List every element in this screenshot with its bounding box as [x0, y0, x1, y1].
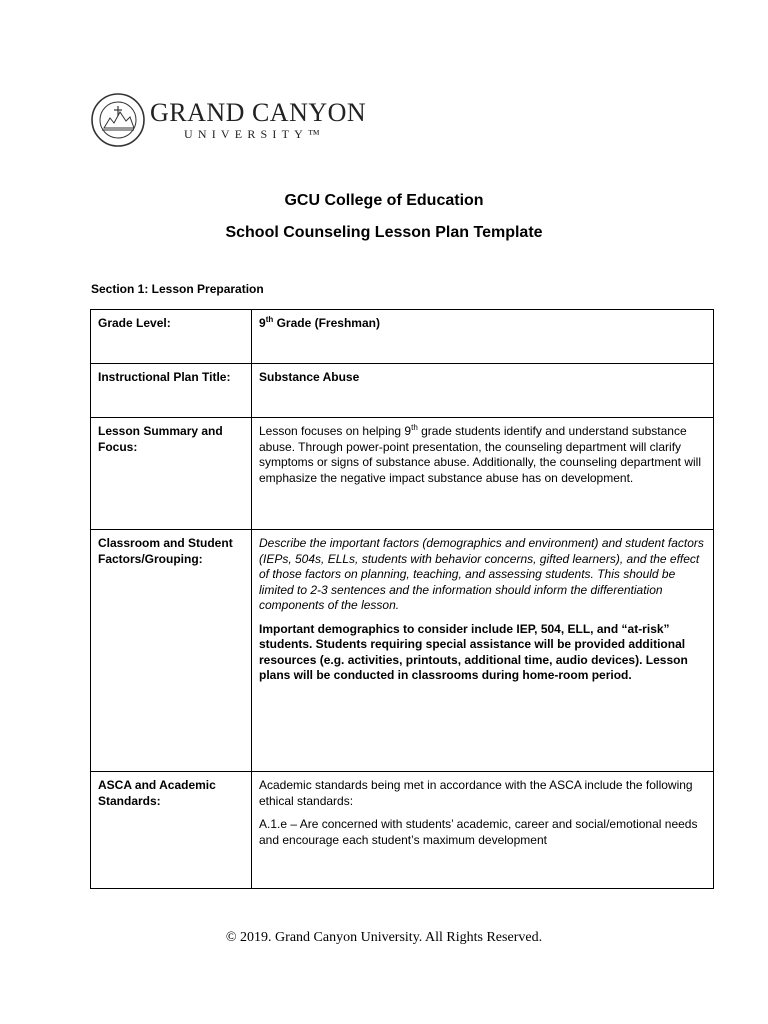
logo-subtitle: UNIVERSITY™ [184, 127, 325, 141]
document-title: GCU College of Education [284, 192, 484, 209]
plan-title-value: Substance Abuse [252, 364, 714, 418]
asca-intro: Academic standards being met in accordance with the ASCA include the following ethical standards: [259, 778, 693, 808]
classroom-instructions: Describe the important factors (demographics and environment) and student factors (IEPs, 504s, ELLs, students with behavior concerns, gifted learners), and the effect of those factors on planning, teaching, and assessing students. This should be limited to 2-3 sentences and the information should inform the differentiation components of the lesson. [259, 536, 704, 612]
classroom-factors-label: Classroom and Student Factors/Grouping: [91, 530, 252, 772]
summary-ordinal: th [411, 423, 418, 432]
grade-number: 9 [259, 316, 266, 330]
grade-text: Grade (Freshman) [273, 316, 380, 330]
copyright-footer: © 2019. Grand Canyon University. All Rights Reserved. [225, 930, 543, 945]
table-row [91, 772, 714, 889]
classroom-factors-cell [252, 530, 714, 772]
lesson-summary-value [252, 418, 714, 530]
table-row [91, 418, 714, 530]
table-row [91, 310, 714, 364]
table-row [91, 364, 714, 418]
summary-text-start: Lesson focuses on helping 9 [259, 424, 412, 438]
logo-name: GRAND CANYON [150, 98, 367, 127]
plan-title-label: Instructional Plan Title: [91, 364, 252, 418]
grade-level-value [252, 310, 714, 364]
section-heading: Section 1: Lesson Preparation [91, 282, 264, 296]
gcu-logo [90, 92, 366, 148]
document-subtitle: School Counseling Lesson Plan Template [225, 224, 543, 241]
asca-standards-cell [252, 772, 714, 889]
table-row [91, 530, 714, 772]
grade-ordinal: th [265, 315, 274, 324]
summary-text-end: grade students identify and understand substance abuse. Through power-point presentation, the counseling department will clarify symptoms or signs of substance abuse. Additionally, the counseling department will emphasize the negative impact substance abuse has on development. [259, 424, 702, 485]
university-seal-icon [90, 92, 146, 148]
lesson-summary-label: Lesson Summary and Focus: [91, 418, 252, 530]
classroom-factors-value: Important demographics to consider include IEP, 504, ELL, and “at-risk” students. Students requiring special assistance will be provided additional resources (e.g. activities, printouts, additional time, audio devices). Lesson plans will be conducted in classrooms during home-room period. [259, 621, 688, 682]
lesson-preparation-table [90, 309, 714, 889]
asca-standard: A.1.e – Are concerned with students’ academic, career and social/emotional needs and encourage each student’s maximum development [259, 817, 698, 847]
grade-level-label: Grade Level: [91, 310, 252, 364]
asca-standards-label: ASCA and Academic Standards: [91, 772, 252, 889]
